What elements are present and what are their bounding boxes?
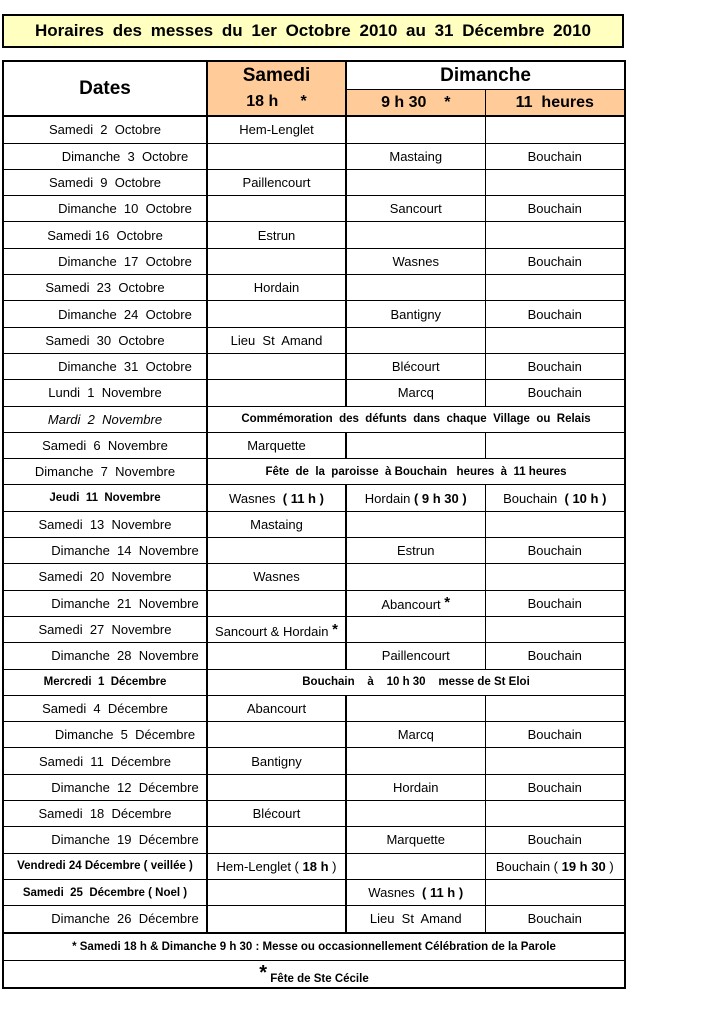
date-cell: Samedi 2 Octobre xyxy=(3,116,207,143)
venue-text: Bouchain xyxy=(527,148,582,164)
dimanche-11h-cell xyxy=(485,511,625,537)
venue-text: Bouchain xyxy=(527,253,582,269)
dimanche-11h-cell xyxy=(485,538,625,564)
asterisk-mark: * xyxy=(444,594,451,612)
table-row xyxy=(3,853,625,879)
table-row xyxy=(3,406,625,432)
samedi-18h-cell xyxy=(207,196,346,222)
date-cell: Dimanche 7 Novembre xyxy=(3,459,207,485)
dimanche-11h-cell xyxy=(485,643,625,669)
dimanche-9h30-cell xyxy=(346,353,485,379)
table-row xyxy=(3,538,625,564)
footer-note: * Samedi 18 h & Dimanche 9 h 30 : Messe ou occasionnellement Célébration de la Parole xyxy=(3,933,625,961)
dimanche-11h-cell xyxy=(485,432,625,458)
time-text: ( 9 h 30 ) xyxy=(413,490,467,506)
venue-text: Bouchain xyxy=(527,648,582,664)
date-cell: Samedi 4 Décembre xyxy=(3,695,207,721)
dimanche-9h30-cell xyxy=(346,116,485,143)
table-row xyxy=(3,564,625,590)
samedi-18h-cell xyxy=(207,275,346,301)
dimanche-11h-cell xyxy=(485,801,625,827)
dimanche-9h30-cell xyxy=(346,695,485,721)
table-row xyxy=(3,669,625,695)
venue-text: Bouchain xyxy=(527,385,582,401)
dimanche-11h-cell xyxy=(485,722,625,748)
venue-text: Marcq xyxy=(397,385,434,401)
dimanche-9h30-cell xyxy=(346,801,485,827)
samedi-18h-cell xyxy=(207,722,346,748)
samedi-18h-cell xyxy=(207,143,346,169)
table-row xyxy=(3,774,625,800)
dimanche-9h30-cell xyxy=(346,827,485,853)
date-cell: Dimanche 12 Décembre xyxy=(3,774,207,800)
table-row xyxy=(3,695,625,721)
table-row xyxy=(3,511,625,537)
time-text: ( 10 h ) xyxy=(564,490,607,506)
table-row xyxy=(3,353,625,379)
samedi-18h-cell xyxy=(207,485,346,511)
venue-text: Bouchain xyxy=(503,490,565,506)
footer-star: * xyxy=(259,962,268,984)
dimanche-9h30-cell xyxy=(346,327,485,353)
venue-text: Blécourt xyxy=(252,806,301,822)
table-row xyxy=(3,432,625,458)
venue-text: Blécourt xyxy=(391,359,440,375)
dimanche-11h-cell xyxy=(485,827,625,853)
footer-sainte-cecile-text: Fête de Ste Cécile xyxy=(270,973,369,985)
venue-text: Bouchain xyxy=(527,832,582,848)
date-cell: Dimanche 10 Octobre xyxy=(3,196,207,222)
venue-text: Wasnes xyxy=(229,490,283,506)
merged-note-cell: Bouchain à 10 h 30 messe de St Eloi xyxy=(207,669,625,695)
date-cell: Dimanche 26 Décembre xyxy=(3,906,207,933)
venue-text: Hem-Lenglet xyxy=(239,122,314,138)
samedi-18h-cell xyxy=(207,116,346,143)
header-time-9h30: 9 h 30 * xyxy=(346,90,485,117)
samedi-18h-cell xyxy=(207,248,346,274)
time-text: 19 h 30 xyxy=(561,858,606,874)
dimanche-11h-cell xyxy=(485,143,625,169)
date-cell: Samedi 18 Décembre xyxy=(3,801,207,827)
venue-text: Paillencourt xyxy=(242,175,311,191)
dimanche-9h30-cell xyxy=(346,538,485,564)
venue-text: Bouchain xyxy=(527,911,582,927)
table-row xyxy=(3,248,625,274)
paren-close: ) xyxy=(605,858,614,874)
dimanche-9h30-cell xyxy=(346,301,485,327)
date-cell: Samedi 25 Décembre ( Noel ) xyxy=(3,879,207,905)
dimanche-9h30-cell xyxy=(346,275,485,301)
date-cell: Dimanche 24 Octobre xyxy=(3,301,207,327)
dimanche-11h-cell xyxy=(485,853,625,879)
dimanche-9h30-cell xyxy=(346,774,485,800)
table-row xyxy=(3,196,625,222)
dimanche-9h30-cell xyxy=(346,616,485,642)
header-dates: Dates xyxy=(3,61,207,116)
header-dimanche: Dimanche xyxy=(346,61,625,90)
venue-text: Sancourt xyxy=(389,201,442,217)
table-row xyxy=(3,301,625,327)
dimanche-9h30-cell xyxy=(346,906,485,933)
venue-text: Bouchain xyxy=(527,543,582,559)
venue-text: Marquette xyxy=(247,438,306,453)
samedi-18h-cell xyxy=(207,564,346,590)
dimanche-9h30-cell xyxy=(346,143,485,169)
time-text: 18 h xyxy=(302,858,329,874)
table-row xyxy=(3,616,625,642)
samedi-18h-cell xyxy=(207,538,346,564)
venue-text: Estrun xyxy=(396,543,435,559)
dimanche-9h30-cell xyxy=(346,196,485,222)
footer-row-2 xyxy=(3,960,625,988)
dimanche-9h30-cell xyxy=(346,643,485,669)
dimanche-9h30-cell xyxy=(346,879,485,905)
samedi-18h-cell xyxy=(207,643,346,669)
samedi-18h-cell xyxy=(207,906,346,933)
dimanche-9h30-cell xyxy=(346,748,485,774)
dimanche-11h-cell xyxy=(485,748,625,774)
venue-text: Paillencourt xyxy=(381,648,450,664)
venue-text: Lieu St Amand xyxy=(369,911,462,927)
dimanche-11h-cell xyxy=(485,275,625,301)
samedi-18h-cell xyxy=(207,616,346,642)
dimanche-11h-cell xyxy=(485,301,625,327)
samedi-18h-cell xyxy=(207,432,346,458)
time-text: ( 11 h ) xyxy=(282,490,324,506)
venue-text: Wasnes xyxy=(253,569,300,585)
venue-text: Abancourt xyxy=(381,597,441,613)
dimanche-11h-cell xyxy=(485,879,625,905)
dimanche-11h-cell xyxy=(485,222,625,248)
date-cell: Dimanche 19 Décembre xyxy=(3,827,207,853)
dimanche-11h-cell xyxy=(485,906,625,933)
dimanche-9h30-cell xyxy=(346,564,485,590)
date-cell: Lundi 1 Novembre xyxy=(3,380,207,406)
samedi-18h-cell xyxy=(207,695,346,721)
venue-text: Bouchain xyxy=(527,359,582,375)
mass-schedule-table xyxy=(2,60,626,989)
samedi-18h-cell xyxy=(207,853,346,879)
venue-text: Marcq xyxy=(397,727,434,743)
samedi-18h-cell xyxy=(207,511,346,537)
venue-text: Bouchain xyxy=(527,779,582,795)
header-samedi: Samedi xyxy=(207,61,346,90)
dimanche-11h-cell xyxy=(485,169,625,195)
samedi-18h-cell xyxy=(207,801,346,827)
samedi-18h-cell xyxy=(207,590,346,616)
dimanche-9h30-cell xyxy=(346,722,485,748)
samedi-18h-cell xyxy=(207,327,346,353)
dimanche-11h-cell xyxy=(485,774,625,800)
date-cell: Samedi 23 Octobre xyxy=(3,275,207,301)
date-cell: Samedi 30 Octobre xyxy=(3,327,207,353)
samedi-18h-cell xyxy=(207,748,346,774)
venue-text: Bouchain ( xyxy=(495,858,562,874)
date-cell: Mardi 2 Novembre xyxy=(3,406,207,432)
dimanche-11h-cell xyxy=(485,248,625,274)
table-row xyxy=(3,643,625,669)
dimanche-9h30-cell xyxy=(346,248,485,274)
samedi-18h-cell xyxy=(207,879,346,905)
footer-row-1 xyxy=(3,933,625,961)
merged-note-cell: Commémoration des défunts dans chaque Village ou Relais xyxy=(207,406,625,432)
table-row xyxy=(3,169,625,195)
header-time-18h: 18 h * xyxy=(207,90,346,117)
table-row xyxy=(3,827,625,853)
dimanche-11h-cell xyxy=(485,380,625,406)
samedi-18h-cell xyxy=(207,169,346,195)
dimanche-11h-cell xyxy=(485,353,625,379)
paren-close: ) xyxy=(328,858,337,874)
venue-text: Bouchain xyxy=(527,306,582,322)
date-cell: Samedi 6 Novembre xyxy=(3,432,207,458)
footer-sainte-cecile xyxy=(3,960,625,988)
dimanche-11h-cell xyxy=(485,695,625,721)
samedi-18h-cell xyxy=(207,380,346,406)
samedi-18h-cell xyxy=(207,827,346,853)
table-row xyxy=(3,275,625,301)
venue-text: Hem-Lenglet ( xyxy=(216,858,303,874)
table-row xyxy=(3,380,625,406)
date-cell: Samedi 11 Décembre xyxy=(3,748,207,774)
table-row xyxy=(3,116,625,143)
date-cell: Vendredi 24 Décembre ( veillée ) xyxy=(3,853,207,879)
dimanche-9h30-cell xyxy=(346,169,485,195)
samedi-18h-cell xyxy=(207,222,346,248)
table-row xyxy=(3,801,625,827)
venue-text: Marquette xyxy=(386,832,446,848)
venue-text: Bouchain xyxy=(527,727,582,743)
samedi-18h-cell xyxy=(207,301,346,327)
venue-text: Bouchain xyxy=(527,201,582,217)
date-cell: Samedi 27 Novembre xyxy=(3,616,207,642)
date-cell: Jeudi 11 Novembre xyxy=(3,485,207,511)
date-cell: Dimanche 17 Octobre xyxy=(3,248,207,274)
date-cell: Dimanche 3 Octobre xyxy=(3,143,207,169)
date-cell: Dimanche 5 Décembre xyxy=(3,722,207,748)
asterisk-mark: * xyxy=(332,620,338,638)
date-cell: Samedi 9 Octobre xyxy=(3,169,207,195)
venue-text: Abancourt xyxy=(246,700,307,716)
table-row xyxy=(3,143,625,169)
date-cell: Mercredi 1 Décembre xyxy=(3,669,207,695)
table-row xyxy=(3,748,625,774)
dimanche-9h30-cell xyxy=(346,485,485,511)
table-row xyxy=(3,590,625,616)
merged-note-cell: Fête de la paroisse à Bouchain heures à 11 heures xyxy=(207,459,625,485)
dimanche-9h30-cell xyxy=(346,853,485,879)
table-row xyxy=(3,222,625,248)
date-cell: Dimanche 14 Novembre xyxy=(3,538,207,564)
table-row xyxy=(3,485,625,511)
dimanche-11h-cell xyxy=(485,616,625,642)
table-row xyxy=(3,906,625,933)
venue-text: Bouchain xyxy=(527,595,582,611)
date-cell: Dimanche 28 Novembre xyxy=(3,643,207,669)
venue-text: Hordain xyxy=(392,779,439,795)
samedi-18h-cell xyxy=(207,774,346,800)
venue-text: Estrun xyxy=(257,227,296,243)
dimanche-9h30-cell xyxy=(346,222,485,248)
venue-text: Wasnes xyxy=(368,885,422,901)
venue-text: Bantigny xyxy=(251,753,302,769)
table-row xyxy=(3,327,625,353)
dimanche-11h-cell xyxy=(485,564,625,590)
venue-text: Wasnes xyxy=(392,253,439,269)
venue-text: Sancourt & Hordain xyxy=(215,623,329,639)
table-row xyxy=(3,459,625,485)
venue-text: Lieu St Amand xyxy=(230,332,323,348)
venue-text: Hordain xyxy=(364,490,414,506)
venue-text: Mastaing xyxy=(389,148,443,164)
dimanche-9h30-cell xyxy=(346,380,485,406)
date-cell: Samedi 20 Novembre xyxy=(3,564,207,590)
dimanche-11h-cell xyxy=(485,590,625,616)
dimanche-11h-cell xyxy=(485,116,625,143)
page-title: Horaires des messes du 1er Octobre 2010 au 31 Décembre 2010 xyxy=(2,14,624,48)
venue-text: Hordain xyxy=(253,280,300,296)
date-cell: Dimanche 31 Octobre xyxy=(3,353,207,379)
samedi-18h-cell xyxy=(207,353,346,379)
dimanche-11h-cell xyxy=(485,485,625,511)
table-row xyxy=(3,879,625,905)
header-row-top xyxy=(3,61,625,90)
dimanche-9h30-cell xyxy=(346,432,485,458)
table-row xyxy=(3,722,625,748)
dimanche-11h-cell xyxy=(485,327,625,353)
venue-text: Bantigny xyxy=(390,306,442,322)
dimanche-9h30-cell xyxy=(346,511,485,537)
time-text: ( 11 h ) xyxy=(422,885,464,901)
date-cell: Dimanche 21 Novembre xyxy=(3,590,207,616)
dimanche-11h-cell xyxy=(485,196,625,222)
date-cell: Samedi 13 Novembre xyxy=(3,511,207,537)
dimanche-9h30-cell xyxy=(346,590,485,616)
venue-text: Mastaing xyxy=(250,516,303,532)
header-time-11h: 11 heures xyxy=(485,90,625,117)
date-cell: Samedi 16 Octobre xyxy=(3,222,207,248)
